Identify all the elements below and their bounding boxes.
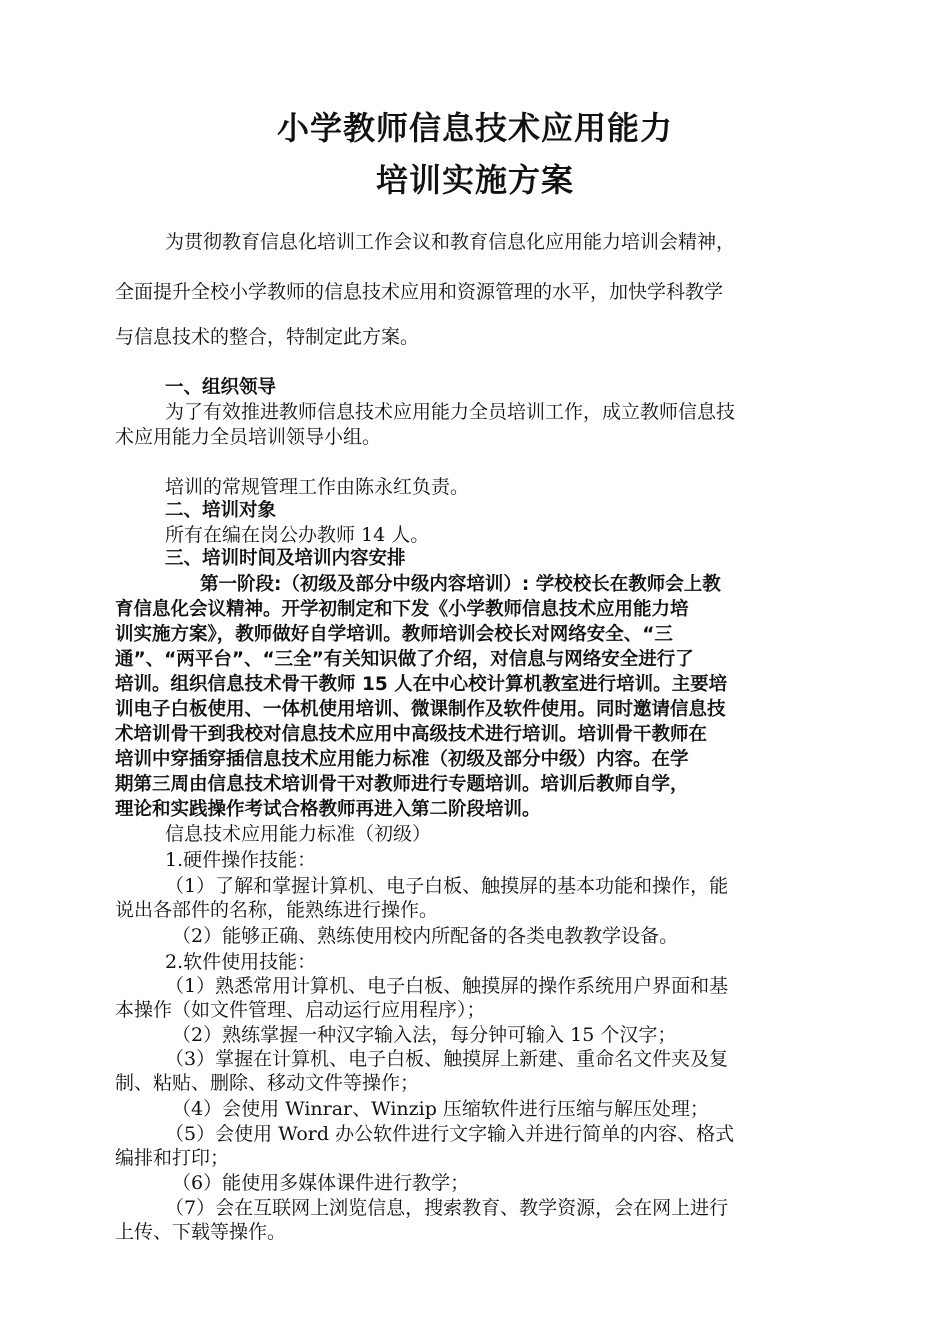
list-item-line: （1）了解和掌握计算机、电子白板、触摸屏的基本功能和操作，能 [165, 875, 729, 897]
intro-line: 为贯彻教育信息化培训工作会议和教育信息化应用能力培训会精神， [165, 231, 736, 253]
list-item-line: 本操作（如文件管理、启动运行应用程序）； [115, 999, 486, 1021]
paragraph-line: 为了有效推进教师信息技术应用能力全员培训工作，成立教师信息技 [165, 401, 736, 423]
list-item-line: 说出各部件的名称，能熟练进行操作。 [115, 899, 439, 921]
doc-title-line1: 小学教师信息技术应用能力 [276, 109, 673, 147]
list-item-line: （2）熟练掌握一种汉字输入法，每分钟可输入 15 个汉字； [172, 1024, 677, 1046]
hardware-heading: 1.硬件操作技能： [165, 849, 317, 871]
stage1-line: 训电子白板使用、一体机使用培训、微课制作及软件使用。同时邀请信息技 [115, 699, 726, 720]
paragraph-line: 术应用能力全员培训领导小组。 [115, 426, 382, 448]
intro-line: 与信息技术的整合，特制定此方案。 [115, 326, 420, 348]
stage1-line: 育信息化会议精神。开学初制定和下发《小学教师信息技术应用能力培 [115, 599, 689, 620]
standard-heading: 信息技术应用能力标准（初级） [165, 823, 432, 845]
section-heading-schedule: 三、培训时间及培训内容安排 [165, 548, 406, 569]
intro-line: 全面提升全校小学教师的信息技术应用和资源管理的水平，加快学科教学 [115, 281, 724, 303]
stage1-line: 术培训骨干到我校对信息技术应用中高级技术进行培训。培训骨干教师在 [115, 724, 708, 745]
stage1-line: 第一阶段:（初级及部分中级内容培训）: 学校校长在教师会上教 [200, 574, 721, 595]
stage1-line: 理论和实践操作考试合格教师再进入第二阶段培训。 [115, 799, 541, 820]
doc-title-line2: 培训实施方案 [375, 161, 574, 199]
paragraph-line: 所有在编在岗公办教师 14 人。 [165, 524, 430, 546]
list-item-line: （5）会使用 Word 办公软件进行文字输入并进行简单的内容、格式 [165, 1123, 735, 1145]
list-item-line: 编排和打印； [115, 1147, 230, 1169]
list-item-line: （4）会使用 Winrar、Winzip 压缩软件进行压缩与解压处理； [172, 1098, 709, 1120]
section-heading-leadership: 一、组织领导 [165, 377, 277, 398]
list-item-line: 制、粘贴、删除、移动文件等操作； [115, 1072, 420, 1094]
stage1-line: 培训中穿插穿插信息技术应用能力标准（初级及部分中级）内容。在学 [115, 749, 689, 770]
stage1-line: 训实施方案》，教师做好自学培训。教师培训会校长对网络安全、“三 [115, 624, 673, 645]
stage1-line: 培训。组织信息技术骨干教师 15 人在中心校计算机教室进行培训。主要培 [115, 674, 728, 695]
list-item-line: （7）会在互联网上浏览信息，搜索教育、教学资源，会在网上进行 [165, 1197, 729, 1219]
stage1-line: 期第三周由信息技术培训骨干对教师进行专题培训。培训后教师自学， [115, 774, 689, 795]
list-item-line: （3）掌握在计算机、电子白板、触摸屏上新建、重命名文件夹及复 [165, 1048, 729, 1070]
list-item-line: （6）能使用多媒体课件进行教学； [172, 1172, 470, 1194]
list-item-line: （1）熟悉常用计算机、电子白板、触摸屏的操作系统用户界面和基 [165, 975, 729, 997]
list-item-line: （2）能够正确、熟练使用校内所配备的各类电教教学设备。 [172, 925, 679, 947]
section-heading-trainees: 二、培训对象 [165, 500, 277, 521]
software-heading: 2.软件使用技能： [165, 951, 317, 973]
list-item-line: 上传、下载等操作。 [115, 1221, 287, 1243]
stage1-line: 通”、“两平台”、“三全”有关知识做了介绍，对信息与网络安全进行了 [115, 649, 694, 670]
paragraph-line: 培训的常规管理工作由陈永红负责。 [165, 476, 470, 498]
